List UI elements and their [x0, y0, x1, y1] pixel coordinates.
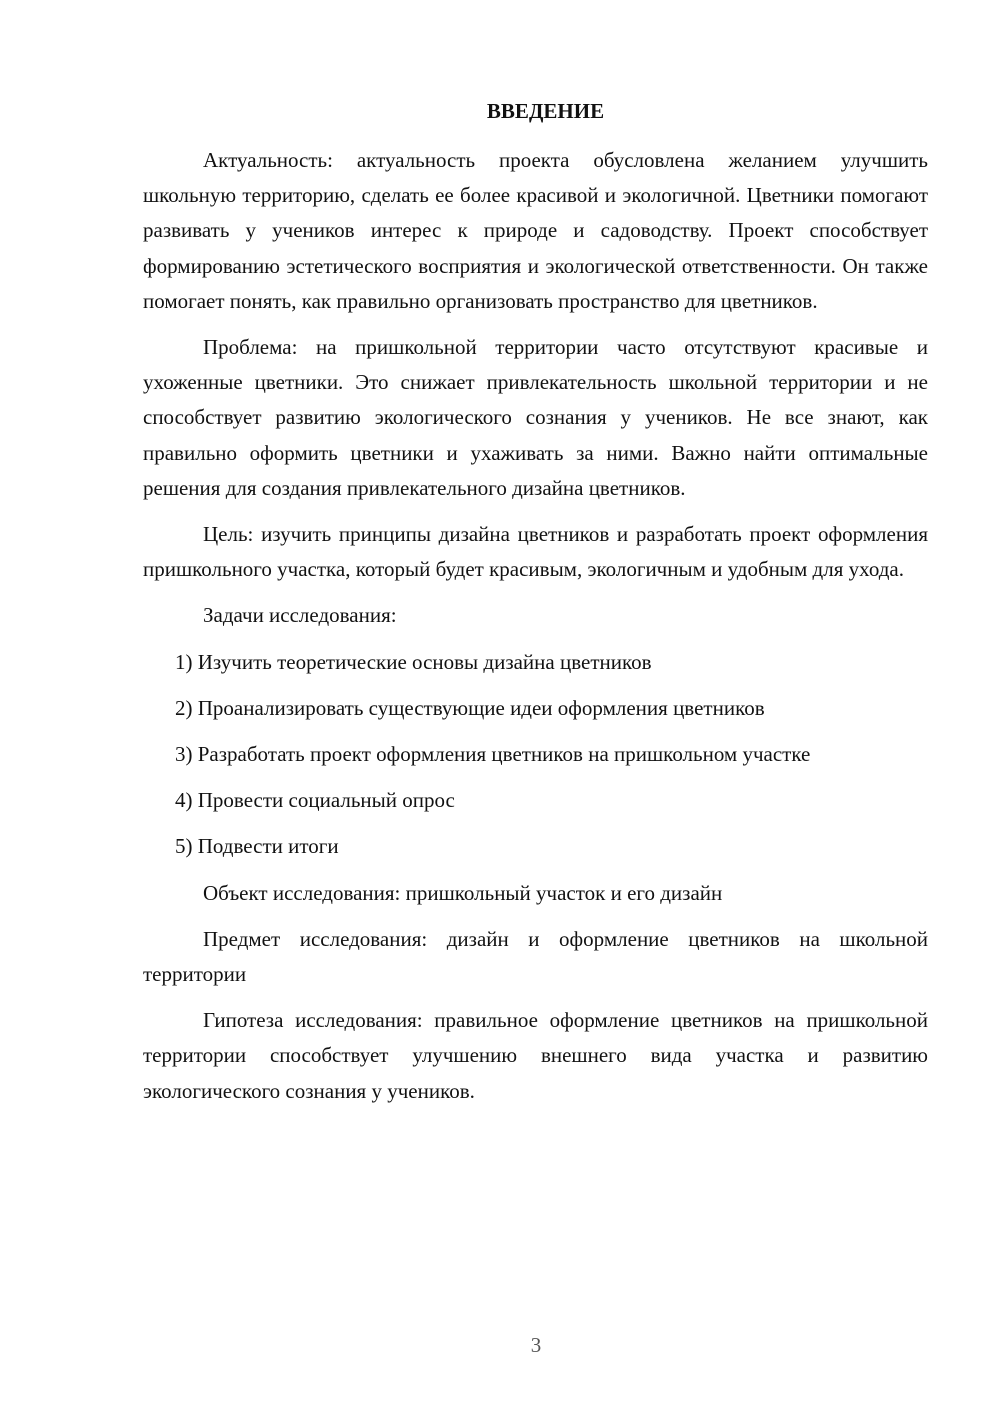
relevance-paragraph: Актуальность: актуальность проекта обусловлена желанием улучшить школьную территорию, сделать ее более красивой и экологичной. Цветники помогают развивать у учеников интерес к природе и садоводству. Проект способствует формированию эстетического восприятия и экологической ответственности. Он также помогает понять, как правильно организовать пространство для цветников. — [143, 148, 928, 313]
hypothesis-paragraph: Гипотеза исследования: правильное оформление цветников на пришкольной территории способствует улучшению внешнего вида участка и развитию экологического сознания у учеников. — [143, 1008, 928, 1103]
task-item: 4) Провести социальный опрос — [175, 788, 455, 813]
subject-paragraph: Предмет исследования: дизайн и оформление цветников на школьной территории — [143, 926, 928, 987]
page-content — [143, 94, 928, 1120]
tasks-heading: Задачи исследования: — [203, 603, 397, 628]
object-paragraph: Объект исследования: пришкольный участок и его дизайн — [203, 880, 723, 905]
task-item: 1) Изучить теоретические основы дизайна цветников — [175, 649, 652, 674]
page-title: ВВЕДЕНИЕ — [486, 99, 605, 123]
goal-paragraph: Цель: изучить принципы дизайна цветников и разработать проект оформления пришкольного участка, который будет красивым, экологичным и удобным для ухода. — [143, 522, 928, 582]
task-item: 2) Проанализировать существующие идеи оформления цветников — [175, 695, 765, 720]
problem-paragraph: Проблема: на пришкольной территории часто отсутствуют красивые и ухоженные цветники. Это снижает привлекательность школьной территории и не способствует развитию экологического сознания у учеников. Не все знают, как правильно оформить цветники и ухаживать за ними. Важно найти оптимальные решения для создания привлекательного дизайна цветников. — [143, 335, 928, 500]
task-item: 3) Разработать проект оформления цветников на пришкольном участке — [175, 742, 811, 767]
task-item: 5) Подвести итоги — [175, 834, 339, 859]
page-number: 3 — [530, 1333, 542, 1357]
